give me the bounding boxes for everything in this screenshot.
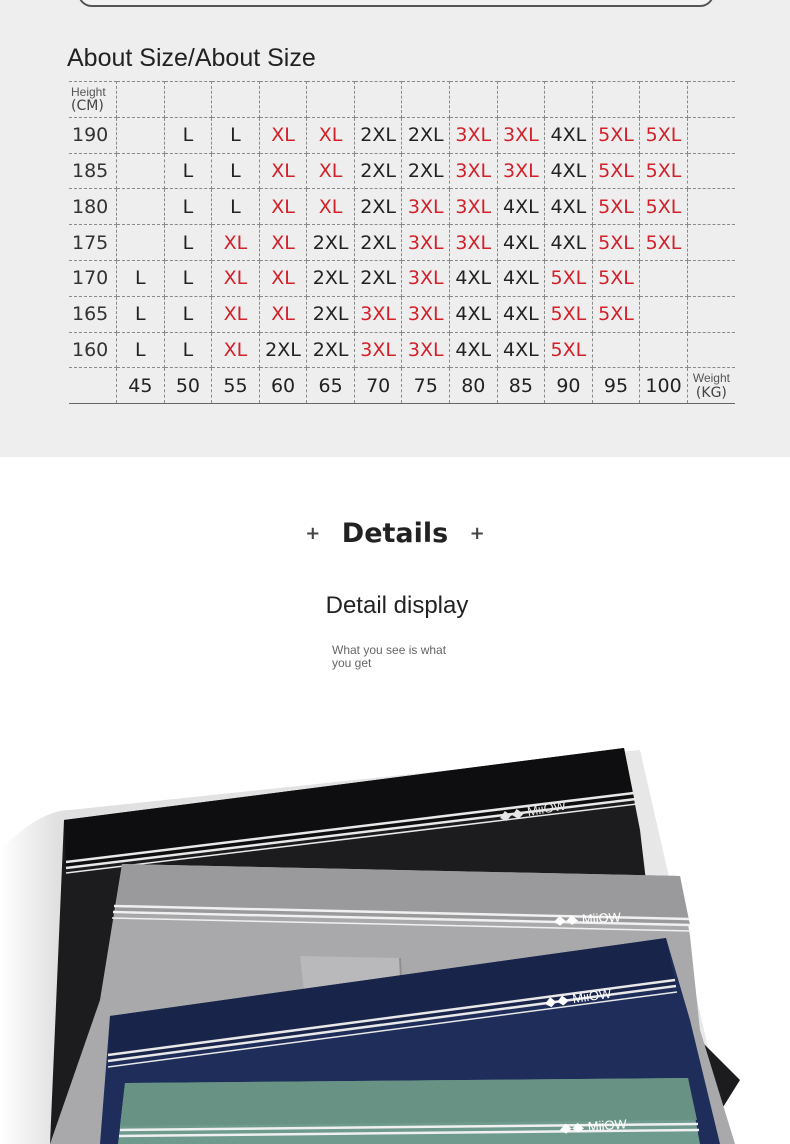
size-cell: L xyxy=(164,260,212,296)
height-value: 170 xyxy=(69,260,117,296)
size-cell: XL xyxy=(212,296,260,332)
size-cell: L xyxy=(164,153,212,189)
height-label-cell xyxy=(69,82,117,118)
size-cell: XL xyxy=(307,117,355,153)
size-cell: 3XL xyxy=(450,189,498,225)
size-cell: L xyxy=(164,117,212,153)
empty-cell xyxy=(117,189,165,225)
empty-cell xyxy=(259,82,307,118)
size-cell: L xyxy=(164,225,212,261)
empty-cell xyxy=(212,82,260,118)
size-cell: 4XL xyxy=(497,260,545,296)
size-cell: 3XL xyxy=(497,153,545,189)
weight-value: 100 xyxy=(640,368,688,404)
size-cell: 5XL xyxy=(640,189,688,225)
empty-cell xyxy=(402,82,450,118)
size-cell: 5XL xyxy=(592,260,640,296)
empty-cell xyxy=(545,82,593,118)
size-cell: 5XL xyxy=(592,296,640,332)
height-value: 165 xyxy=(69,296,117,332)
empty-cell xyxy=(117,117,165,153)
size-cell: XL xyxy=(259,189,307,225)
size-cell: L xyxy=(117,296,165,332)
empty-cell xyxy=(687,117,735,153)
svg-text:MiiOW: MiiOW xyxy=(587,1116,628,1135)
height-value: 185 xyxy=(69,153,117,189)
size-chart-title: About Size/About Size xyxy=(67,44,316,72)
size-cell: XL xyxy=(212,225,260,261)
size-cell: 2XL xyxy=(354,225,402,261)
weight-value: 50 xyxy=(164,368,212,404)
size-cell: 2XL xyxy=(354,153,402,189)
height-value: 160 xyxy=(69,332,117,368)
svg-text:MiiOW: MiiOW xyxy=(581,909,622,927)
table-row xyxy=(69,332,735,368)
size-cell: 2XL xyxy=(354,260,402,296)
size-cell: 5XL xyxy=(592,117,640,153)
size-cell: 3XL xyxy=(497,117,545,153)
size-chart-table xyxy=(69,81,735,404)
empty-cell xyxy=(117,153,165,189)
size-cell: 4XL xyxy=(497,189,545,225)
svg-text:MiiOW: MiiOW xyxy=(571,985,613,1007)
plus-left-icon: + xyxy=(305,523,321,544)
empty-cell xyxy=(687,260,735,296)
size-chart-section xyxy=(0,0,790,457)
empty-cell xyxy=(687,225,735,261)
weight-value: 75 xyxy=(402,368,450,404)
height-value: 190 xyxy=(69,117,117,153)
empty-cell xyxy=(592,82,640,118)
weight-unit: (KG) xyxy=(695,384,727,401)
empty-cell xyxy=(450,82,498,118)
height-unit: (CM) xyxy=(71,98,104,115)
green-brief xyxy=(118,1078,700,1144)
size-cell: 3XL xyxy=(354,296,402,332)
size-cell: 4XL xyxy=(497,332,545,368)
size-cell: L xyxy=(117,260,165,296)
empty-cell xyxy=(640,82,688,118)
empty-cell xyxy=(117,225,165,261)
size-cell: 5XL xyxy=(640,153,688,189)
size-cell: 4XL xyxy=(545,225,593,261)
empty-cell xyxy=(497,82,545,118)
size-cell: 2XL xyxy=(307,260,355,296)
size-cell: 3XL xyxy=(450,117,498,153)
size-cell: XL xyxy=(212,260,260,296)
size-cell: 5XL xyxy=(545,332,593,368)
empty-cell xyxy=(640,332,688,368)
size-cell: 4XL xyxy=(545,189,593,225)
size-cell: XL xyxy=(259,260,307,296)
size-cell: 2XL xyxy=(307,296,355,332)
size-cell: XL xyxy=(259,153,307,189)
height-label: Height xyxy=(71,85,106,100)
empty-cell xyxy=(687,332,735,368)
empty-cell xyxy=(592,332,640,368)
table-row xyxy=(69,153,735,189)
svg-text:MiiOW: MiiOW xyxy=(526,797,568,820)
size-cell: 2XL xyxy=(402,117,450,153)
size-cell: 3XL xyxy=(402,332,450,368)
size-cell: XL xyxy=(259,296,307,332)
size-cell: L xyxy=(164,332,212,368)
weight-value: 60 xyxy=(259,368,307,404)
weight-value: 95 xyxy=(592,368,640,404)
size-cell: XL xyxy=(212,332,260,368)
size-cell: 4XL xyxy=(450,260,498,296)
top-pill-decoration xyxy=(78,0,714,7)
details-heading-text: Details xyxy=(341,518,449,549)
size-cell: 3XL xyxy=(450,225,498,261)
size-cell: L xyxy=(164,189,212,225)
size-cell: 5XL xyxy=(640,117,688,153)
table-row xyxy=(69,225,735,261)
empty-cell xyxy=(164,82,212,118)
empty-cell xyxy=(69,368,117,404)
size-cell: 4XL xyxy=(450,296,498,332)
size-cell: 2XL xyxy=(259,332,307,368)
weight-value: 70 xyxy=(354,368,402,404)
empty-cell xyxy=(687,189,735,225)
size-cell: XL xyxy=(307,189,355,225)
empty-cell xyxy=(354,82,402,118)
size-cell: 3XL xyxy=(402,225,450,261)
table-row xyxy=(69,296,735,332)
size-cell: 5XL xyxy=(545,296,593,332)
weight-value: 90 xyxy=(545,368,593,404)
size-cell: 3XL xyxy=(402,296,450,332)
size-cell: 4XL xyxy=(450,332,498,368)
size-cell: 3XL xyxy=(402,189,450,225)
size-cell: 5XL xyxy=(545,260,593,296)
size-cell: 4XL xyxy=(545,153,593,189)
detail-display-title: Detail display xyxy=(325,592,469,619)
size-cell: 2XL xyxy=(354,117,402,153)
details-heading xyxy=(0,518,790,549)
size-cell: XL xyxy=(259,225,307,261)
height-value: 180 xyxy=(69,189,117,225)
plus-right-icon: + xyxy=(469,523,485,544)
empty-cell xyxy=(687,153,735,189)
weight-row xyxy=(69,368,735,404)
size-cell: 3XL xyxy=(402,260,450,296)
weight-value: 85 xyxy=(497,368,545,404)
size-cell: XL xyxy=(307,153,355,189)
empty-cell xyxy=(687,296,735,332)
empty-cell xyxy=(640,296,688,332)
size-cell: 5XL xyxy=(592,225,640,261)
size-cell: L xyxy=(117,332,165,368)
weight-label-cell xyxy=(687,368,735,404)
empty-cell xyxy=(307,82,355,118)
size-cell: L xyxy=(212,189,260,225)
size-table-header-row xyxy=(69,82,735,118)
detail-subtitle: What you see is what you get xyxy=(332,643,447,670)
table-row xyxy=(69,260,735,296)
size-cell: 2XL xyxy=(307,225,355,261)
size-cell: 5XL xyxy=(592,153,640,189)
size-cell: 3XL xyxy=(354,332,402,368)
size-cell: 2XL xyxy=(307,332,355,368)
size-cell: L xyxy=(212,117,260,153)
table-row xyxy=(69,189,735,225)
size-cell: 4XL xyxy=(497,296,545,332)
weight-value: 80 xyxy=(450,368,498,404)
size-cell: 3XL xyxy=(450,153,498,189)
empty-cell xyxy=(687,82,735,118)
weight-value: 55 xyxy=(212,368,260,404)
size-cell: 2XL xyxy=(402,153,450,189)
empty-cell xyxy=(640,260,688,296)
size-cell: 4XL xyxy=(545,117,593,153)
size-cell: 5XL xyxy=(640,225,688,261)
size-cell: L xyxy=(164,296,212,332)
table-row xyxy=(69,117,735,153)
size-cell: 4XL xyxy=(497,225,545,261)
size-cell: 2XL xyxy=(354,189,402,225)
weight-label: Weight xyxy=(692,370,730,385)
height-value: 175 xyxy=(69,225,117,261)
weight-value: 45 xyxy=(117,368,165,404)
size-cell: 5XL xyxy=(592,189,640,225)
size-cell: XL xyxy=(259,117,307,153)
product-image xyxy=(0,700,790,1144)
empty-cell xyxy=(117,82,165,118)
size-cell: L xyxy=(212,153,260,189)
weight-value: 65 xyxy=(307,368,355,404)
